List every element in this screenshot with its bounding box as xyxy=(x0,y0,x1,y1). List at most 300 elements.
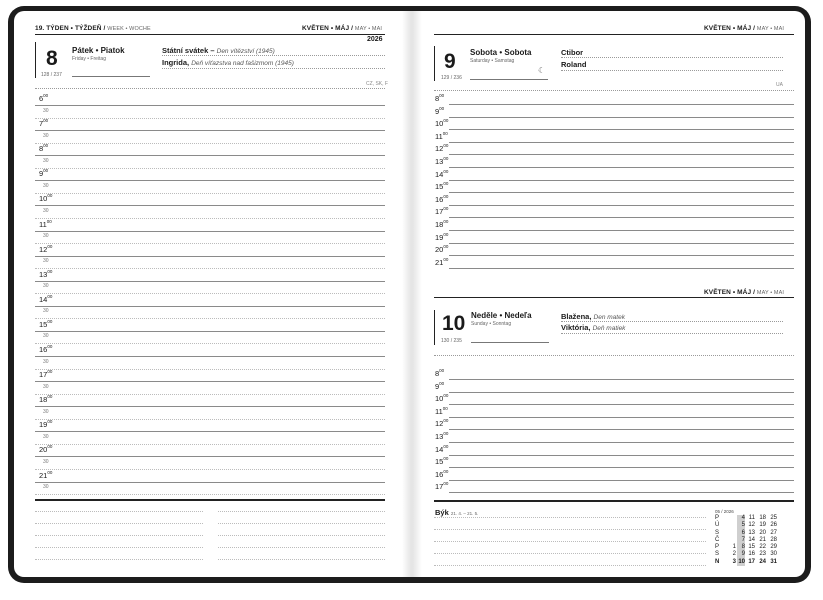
notes-line-left[interactable] xyxy=(35,559,203,560)
hour-number: 17 xyxy=(435,482,444,492)
mini-calendar-cell: 12 xyxy=(748,522,755,529)
day9-name-sub: Saturday • Samstag xyxy=(470,58,515,64)
hour-minutes: 00 xyxy=(47,243,53,249)
hour-minutes: 00 xyxy=(443,206,449,212)
mini-calendar-cell: S xyxy=(715,551,720,558)
day9-nameday-sk: Roland xyxy=(561,60,587,69)
hour-label xyxy=(435,231,449,242)
day9-name: Sobota • Sobota xyxy=(470,48,532,57)
hour-minutes: 00 xyxy=(47,469,53,475)
left-page xyxy=(14,11,411,577)
half-hour-line[interactable] xyxy=(35,268,385,269)
day10-marker-bar xyxy=(434,310,435,345)
hour-minutes: 00 xyxy=(442,130,448,136)
hour-line[interactable] xyxy=(35,431,385,432)
hour-label xyxy=(435,370,444,378)
mini-calendar-cell: 2 xyxy=(732,551,736,558)
day10-top-rule xyxy=(434,297,794,298)
hour-minutes: 00 xyxy=(443,481,449,487)
hour-label xyxy=(435,483,448,491)
hour-minutes: 00 xyxy=(439,368,445,373)
notes-top-rule xyxy=(35,499,385,501)
hour-label xyxy=(435,380,445,391)
hour-label xyxy=(435,158,448,166)
mini-calendar-cell xyxy=(729,537,736,544)
hour-number: 16 xyxy=(435,469,444,479)
day10-number: 10 xyxy=(442,312,466,335)
hour-label xyxy=(435,208,448,216)
hour-line[interactable] xyxy=(449,230,794,231)
mini-calendar-cell: P xyxy=(715,544,720,551)
mini-calendar-cell: 4 xyxy=(741,515,745,521)
hour-number: 16 xyxy=(39,345,48,354)
notes-line[interactable] xyxy=(434,529,706,530)
hour-minutes: 00 xyxy=(47,444,53,450)
hour-minutes: 00 xyxy=(443,393,449,399)
hour-label xyxy=(39,170,48,178)
mini-calendar-col-5 xyxy=(768,515,777,566)
hour-line[interactable] xyxy=(449,104,794,105)
hour-minutes: 00 xyxy=(443,468,449,474)
hour-label xyxy=(435,221,448,229)
notes-line-right[interactable] xyxy=(218,559,385,560)
month-header-right: KVĚTEN • MÁJ / MAY • MAI xyxy=(704,25,784,32)
notes-line-right[interactable] xyxy=(218,535,385,536)
hour-line[interactable] xyxy=(35,482,385,483)
notes-line-left[interactable] xyxy=(35,511,203,512)
hour-number: 15 xyxy=(39,319,48,329)
mini-calendar-cell: S xyxy=(715,529,720,536)
hour-number: 11 xyxy=(435,131,443,141)
hour-minutes: 00 xyxy=(443,143,449,149)
mini-calendar-cell: 13 xyxy=(748,529,755,536)
hour-label xyxy=(39,469,53,480)
half-hour-label: 30 xyxy=(43,383,49,390)
mini-calendar-cell: Ú xyxy=(715,522,720,529)
hour-minutes: 00 xyxy=(443,193,449,199)
hour-label xyxy=(39,318,53,329)
mini-calendar-cell: 25 xyxy=(770,515,777,521)
hour-label xyxy=(435,405,448,416)
zodiac-label: Býk 21. 4. – 21. 5. xyxy=(435,508,479,517)
hour-line[interactable] xyxy=(35,205,385,206)
hour-minutes: 00 xyxy=(47,394,53,400)
hour-number: 14 xyxy=(435,444,444,454)
half-hour-label: 30 xyxy=(43,258,49,265)
hour-minutes: 00 xyxy=(443,244,449,250)
mini-calendar-cell: 10 xyxy=(738,558,745,565)
hour-number: 9 xyxy=(435,381,440,391)
mini-calendar-cell: 7 xyxy=(741,536,745,543)
holiday-rule-1 xyxy=(162,55,385,56)
hour-minutes: 00 xyxy=(47,318,53,324)
hour-label xyxy=(435,395,448,403)
day9-rule-2 xyxy=(561,70,783,71)
hour-number: 10 xyxy=(435,119,444,129)
half-hour-label: 30 xyxy=(43,484,49,490)
hour-number: 10 xyxy=(435,394,444,404)
hour-line[interactable] xyxy=(449,217,794,218)
hour-minutes: 00 xyxy=(46,218,52,224)
hour-label xyxy=(435,458,448,466)
hour-line[interactable] xyxy=(35,406,385,407)
hour-minutes: 00 xyxy=(47,293,53,299)
mini-calendar-cell: P xyxy=(715,515,720,521)
half-hour-line[interactable] xyxy=(35,444,385,445)
hour-line[interactable] xyxy=(449,442,794,443)
mini-calendar-cell: N xyxy=(715,558,720,565)
half-hour-label: 30 xyxy=(43,358,49,365)
hour-number: 10 xyxy=(39,194,48,204)
month-header-right-2: KVĚTEN • MÁJ / MAY • MAI xyxy=(704,289,784,296)
day9-number: 9 xyxy=(444,50,456,73)
half-hour-line[interactable] xyxy=(35,193,385,194)
half-hour-line[interactable] xyxy=(35,394,385,395)
mini-calendar xyxy=(715,508,795,568)
hour-label xyxy=(39,446,52,454)
mini-calendar-cell: 11 xyxy=(748,515,755,521)
hour-line[interactable] xyxy=(35,281,385,282)
hour-line[interactable] xyxy=(35,331,385,332)
hour-label xyxy=(39,293,53,304)
mini-calendar-cell: 8 xyxy=(741,544,745,551)
day-name: Pátek • Piatok xyxy=(72,46,125,55)
hour-line[interactable] xyxy=(449,205,794,206)
hour-minutes: 00 xyxy=(439,380,445,386)
hour-line[interactable] xyxy=(449,379,794,380)
holiday-cz: Státní svátek – Den vítězství (1945) xyxy=(162,46,275,55)
hour-number: 19 xyxy=(39,420,48,430)
hour-number: 12 xyxy=(435,144,444,154)
month-header: KVĚTEN • MÁJ / MAY • MAI xyxy=(302,25,382,32)
hour-line[interactable] xyxy=(35,155,385,156)
hour-number: 13 xyxy=(435,157,444,166)
day-count: 128 / 237 xyxy=(41,72,62,78)
day10-count: 130 / 235 xyxy=(441,338,462,344)
hour-label xyxy=(39,243,53,254)
notes-line-right[interactable] xyxy=(218,511,385,512)
hour-label xyxy=(435,246,448,254)
half-hour-label: 30 xyxy=(43,433,49,440)
mini-calendar-cell: 21 xyxy=(759,536,766,543)
hour-minutes: 00 xyxy=(443,118,449,124)
hour-minutes: 00 xyxy=(47,193,53,199)
hour-line[interactable] xyxy=(449,455,794,456)
day9-marker-bar xyxy=(434,46,435,81)
hour-label xyxy=(39,145,48,153)
hour-number: 15 xyxy=(435,182,444,192)
hour-label xyxy=(435,95,444,103)
mini-calendar-cell: 17 xyxy=(748,558,755,565)
holiday-sk: Ingrida, Deň víťazstva nad fašizmom (1945) xyxy=(162,58,294,67)
hour-number: 13 xyxy=(39,269,48,279)
hour-label xyxy=(435,183,448,191)
mini-calendar-cell: 16 xyxy=(748,551,755,558)
right-page xyxy=(411,11,805,577)
notes-line-left[interactable] xyxy=(35,535,203,536)
hour-label xyxy=(435,443,449,454)
hour-line[interactable] xyxy=(449,404,794,405)
mini-calendar-title: 05 / 2026 xyxy=(715,509,734,514)
hour-label xyxy=(39,421,52,429)
hour-label xyxy=(435,120,448,128)
hour-minutes: 00 xyxy=(43,143,49,149)
hour-minutes: 00 xyxy=(443,219,449,224)
hour-label xyxy=(39,346,52,354)
notes-line[interactable] xyxy=(434,553,706,554)
mini-calendar-cell: 28 xyxy=(770,536,777,543)
hour-minutes: 00 xyxy=(439,105,445,111)
hour-minutes: 00 xyxy=(443,418,449,424)
mini-calendar-cell: 24 xyxy=(759,558,766,565)
hour-minutes: 00 xyxy=(443,156,449,161)
half-hour-label: 30 xyxy=(43,182,49,189)
hour-number: 8 xyxy=(435,94,440,103)
half-hour-label: 30 xyxy=(43,157,49,164)
hour-line[interactable] xyxy=(35,256,385,257)
week-header: 19. TÝDEN • TÝŽDEŇ / WEEK • WOCHE xyxy=(35,25,151,32)
day10-header-bottom xyxy=(434,355,794,356)
mini-calendar-cell: 3 xyxy=(732,558,736,565)
mini-calendar-cell: 31 xyxy=(770,558,777,565)
day10-nameday-cz: Blažena, Den matek xyxy=(561,312,625,321)
mini-calendar-cell: 18 xyxy=(759,515,766,521)
hour-number: 13 xyxy=(435,432,444,441)
mini-calendar-weekdays xyxy=(715,515,719,566)
hour-minutes: 00 xyxy=(47,344,53,349)
hour-number: 15 xyxy=(435,457,444,467)
half-hour-line[interactable] xyxy=(35,343,385,344)
hour-label xyxy=(39,371,52,379)
mini-calendar-cell: 9 xyxy=(741,551,745,558)
half-hour-line[interactable] xyxy=(35,419,385,420)
hour-minutes: 00 xyxy=(443,168,449,174)
mini-calendar-cell xyxy=(729,530,736,537)
hour-label xyxy=(435,256,449,267)
day10-nameday-sk: Viktória, Deň matiek xyxy=(561,323,626,332)
half-hour-line[interactable] xyxy=(35,168,385,169)
hour-number: 18 xyxy=(435,220,444,229)
hour-label xyxy=(39,195,52,203)
hour-number: 12 xyxy=(39,244,48,254)
day10-name: Neděle • Nedeľa xyxy=(471,311,532,320)
hour-number: 19 xyxy=(435,232,444,242)
mini-calendar-col-1 xyxy=(729,515,736,566)
hour-line[interactable] xyxy=(449,480,794,481)
hour-label xyxy=(435,433,448,441)
hour-number: 20 xyxy=(435,245,444,255)
half-hour-line[interactable] xyxy=(35,118,385,119)
mini-calendar-cell xyxy=(729,522,736,529)
mini-calendar-cell: 23 xyxy=(759,551,766,558)
hour-number: 7 xyxy=(39,119,44,129)
half-hour-line[interactable] xyxy=(35,143,385,144)
mini-calendar-cell: 30 xyxy=(770,551,777,558)
hour-minutes: 00 xyxy=(43,93,49,98)
hour-line[interactable] xyxy=(35,231,385,232)
hour-line[interactable] xyxy=(35,130,385,131)
half-hour-label: 30 xyxy=(43,207,49,214)
notes-line[interactable] xyxy=(434,517,706,518)
half-hour-line[interactable] xyxy=(35,218,385,219)
mini-calendar-cell: 5 xyxy=(741,522,745,529)
notes-line-right[interactable] xyxy=(218,547,385,548)
hour-minutes: 00 xyxy=(43,168,49,174)
hour-label xyxy=(435,130,448,141)
hour-minutes: 00 xyxy=(47,419,53,425)
day10-rule-1 xyxy=(561,321,783,322)
hour-line[interactable] xyxy=(449,255,794,256)
hour-minutes: 00 xyxy=(47,268,53,274)
day9-rule-1 xyxy=(561,57,783,58)
hour-label xyxy=(39,396,52,404)
mini-calendar-cell: 27 xyxy=(770,529,777,536)
half-hour-line[interactable] xyxy=(35,293,385,294)
country-codes: CZ, SK, F xyxy=(366,81,388,87)
notes-line[interactable] xyxy=(434,541,706,542)
hour-line[interactable] xyxy=(35,381,385,382)
hour-label xyxy=(39,218,52,229)
hour-line[interactable] xyxy=(35,456,385,457)
mini-calendar-cell: 20 xyxy=(759,529,766,536)
hour-number: 9 xyxy=(39,169,44,179)
hour-line[interactable] xyxy=(449,243,794,244)
hour-minutes: 00 xyxy=(443,431,449,436)
mini-calendar-cell: 22 xyxy=(759,544,766,551)
notes-line-left[interactable] xyxy=(35,523,203,524)
day9-country: UA xyxy=(776,82,783,88)
hour-number: 8 xyxy=(435,369,440,378)
hour-minutes: 00 xyxy=(443,231,449,237)
half-hour-label: 30 xyxy=(43,308,49,315)
hour-line[interactable] xyxy=(449,392,794,393)
day9-nameday-cz: Ctibor xyxy=(561,48,584,57)
half-hour-label: 30 xyxy=(43,408,49,415)
mini-calendar-cell: 19 xyxy=(759,522,766,529)
hour-number: 9 xyxy=(435,106,440,116)
mini-calendar-col-3 xyxy=(746,515,755,566)
hour-line[interactable] xyxy=(449,167,794,168)
half-hour-label: 30 xyxy=(43,283,49,290)
day-underline xyxy=(72,76,150,77)
half-hour-label: 30 xyxy=(43,233,49,239)
hour-number: 18 xyxy=(39,395,48,405)
half-hour-label: 30 xyxy=(43,458,49,465)
hour-number: 17 xyxy=(435,207,444,217)
hour-label xyxy=(435,193,449,204)
hour-number: 17 xyxy=(39,370,48,380)
hour-line[interactable] xyxy=(449,117,794,118)
notes-line[interactable] xyxy=(434,565,706,566)
hour-line[interactable] xyxy=(449,492,794,493)
hour-number: 11 xyxy=(39,219,47,229)
mini-calendar-cell: 1 xyxy=(732,544,736,551)
mini-calendar-cell xyxy=(729,515,736,522)
half-hour-line[interactable] xyxy=(35,469,385,470)
hour-line[interactable] xyxy=(449,154,794,155)
mini-calendar-cell: 6 xyxy=(741,529,745,536)
hour-minutes: 00 xyxy=(442,405,448,411)
hour-number: 21 xyxy=(39,470,48,480)
half-hour-line[interactable] xyxy=(35,494,385,495)
hour-line[interactable] xyxy=(449,429,794,430)
hour-line[interactable] xyxy=(449,142,794,143)
hour-label xyxy=(435,168,449,179)
day9-header-bottom xyxy=(434,90,794,91)
hour-label xyxy=(435,420,448,428)
mini-calendar-cell: 14 xyxy=(748,536,755,543)
hour-number: 12 xyxy=(435,419,444,429)
mini-calendar-col-2 xyxy=(737,515,745,566)
notes-line-right[interactable] xyxy=(218,523,385,524)
half-hour-label: 30 xyxy=(43,333,49,340)
hour-line[interactable] xyxy=(35,306,385,307)
half-hour-line[interactable] xyxy=(35,369,385,370)
hour-line[interactable] xyxy=(35,180,385,181)
day10-rule-2 xyxy=(561,333,783,334)
header-rule-right xyxy=(434,34,794,35)
day-name-sub: Friday • Freitag xyxy=(72,56,106,62)
hour-number: 8 xyxy=(39,144,44,154)
hour-minutes: 00 xyxy=(443,443,449,449)
day10-underline xyxy=(471,342,549,343)
hour-label xyxy=(39,95,48,103)
page-gutter xyxy=(402,11,422,577)
hour-line[interactable] xyxy=(449,467,794,468)
half-hour-line[interactable] xyxy=(35,318,385,319)
day-marker-bar xyxy=(35,42,36,78)
mini-calendar-cell: 29 xyxy=(770,544,777,551)
hour-line[interactable] xyxy=(449,192,794,193)
hour-line[interactable] xyxy=(449,417,794,418)
header-rule xyxy=(35,34,385,35)
hour-line[interactable] xyxy=(35,105,385,106)
notes-line-left[interactable] xyxy=(35,547,203,548)
first-quarter-moon-icon: ☾ xyxy=(538,66,546,75)
mini-calendar-cell: 15 xyxy=(748,544,755,551)
day9-count: 129 / 236 xyxy=(441,75,462,81)
hour-number: 6 xyxy=(39,94,44,103)
hour-minutes: 00 xyxy=(439,93,445,98)
hour-number: 14 xyxy=(39,294,48,304)
hour-line[interactable] xyxy=(449,180,794,181)
day-number: 8 xyxy=(46,47,58,70)
hour-label xyxy=(435,105,445,116)
hour-label xyxy=(39,120,48,128)
mini-calendar-cell: Č xyxy=(715,536,720,543)
hour-minutes: 00 xyxy=(43,118,49,124)
hour-number: 11 xyxy=(435,406,443,416)
hour-line[interactable] xyxy=(35,356,385,357)
hour-minutes: 00 xyxy=(443,181,449,187)
hour-minutes: 00 xyxy=(443,256,449,262)
mini-calendar-col-4 xyxy=(757,515,766,566)
hour-line[interactable] xyxy=(449,129,794,130)
hour-number: 16 xyxy=(435,194,444,204)
half-hour-line[interactable] xyxy=(35,243,385,244)
half-hour-label: 30 xyxy=(43,107,49,114)
holiday-rule-2 xyxy=(162,68,385,69)
hour-minutes: 00 xyxy=(47,369,53,375)
day10-name-sub: Sunday • Sonntag xyxy=(471,321,512,327)
hour-label xyxy=(435,145,448,153)
mini-calendar-cell: 26 xyxy=(770,522,777,529)
bottom-top-rule xyxy=(434,500,794,502)
hour-number: 21 xyxy=(435,257,444,267)
day9-underline xyxy=(470,79,548,80)
hour-line[interactable] xyxy=(449,268,794,269)
hour-number: 20 xyxy=(39,445,48,455)
